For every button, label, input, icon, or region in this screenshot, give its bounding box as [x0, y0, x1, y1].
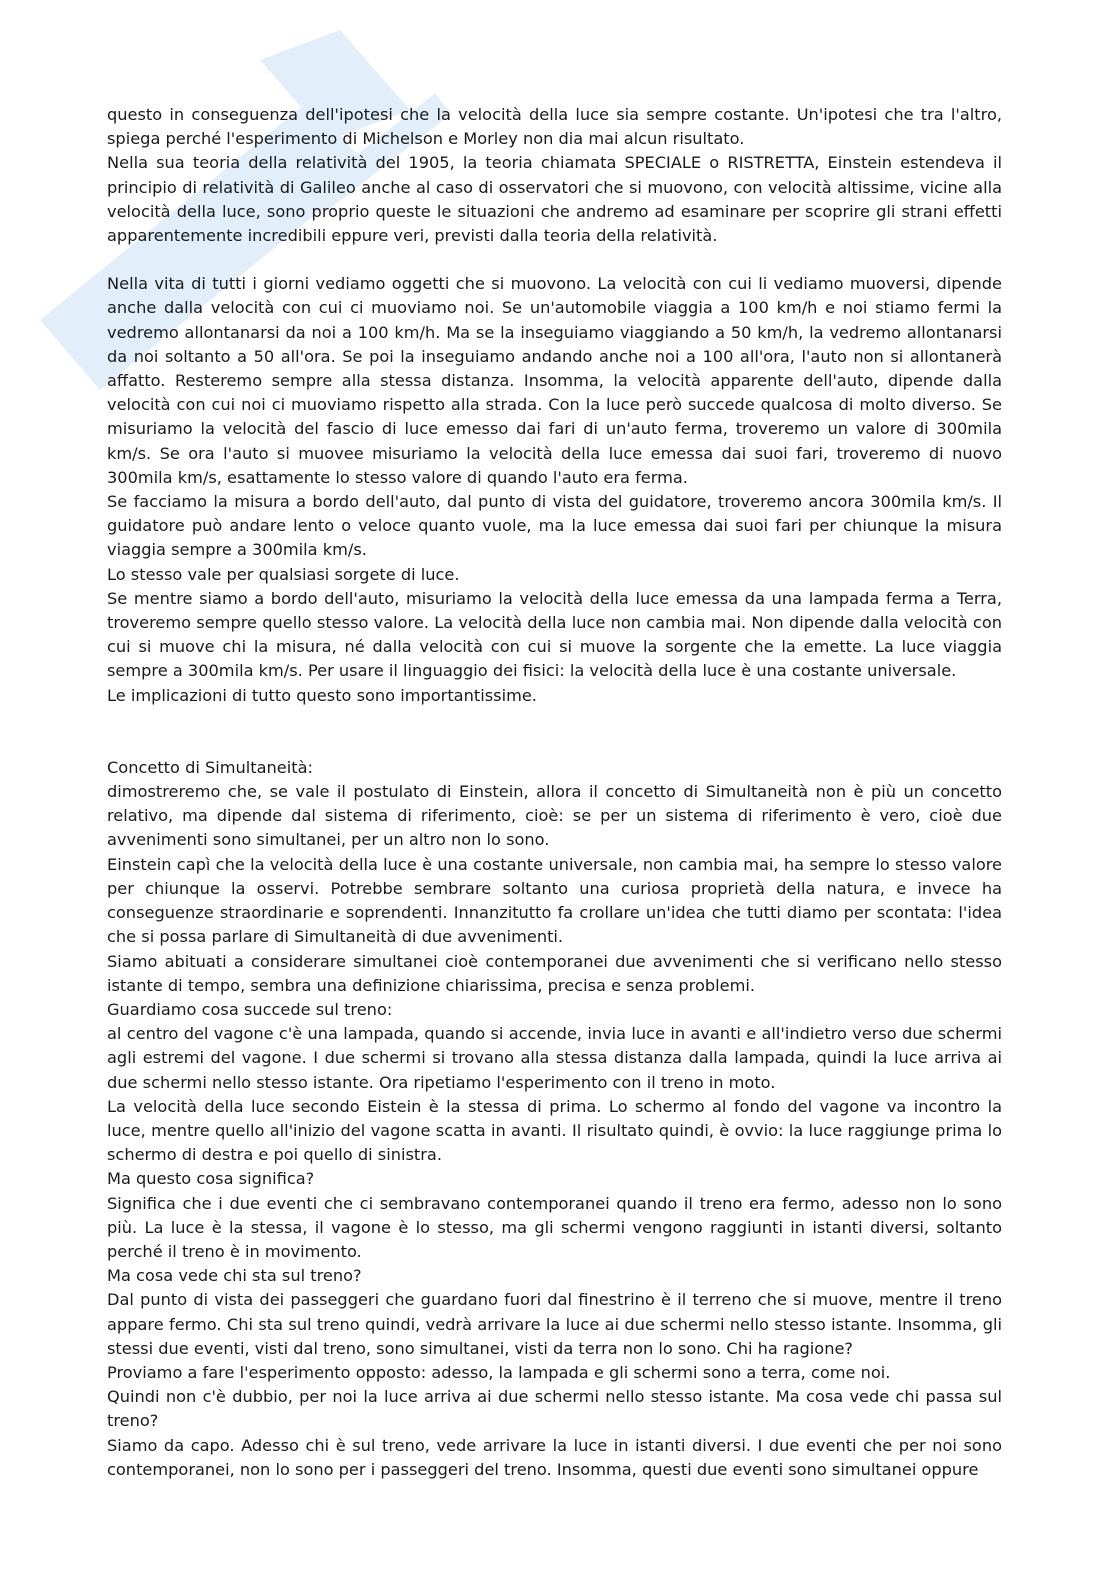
- paragraph: Ma cosa vede chi sta sul treno?: [107, 1266, 362, 1286]
- section-heading: Concetto di Simultaneità:: [107, 757, 313, 777]
- paragraph: Quindi non c'è dubbio, per noi la luce arriva ai due schermi nello stesso istante. Ma cosa vede chi passa sul treno?: [107, 1387, 1002, 1431]
- paragraph: Lo stesso vale per qualsiasi sorgete di luce.: [107, 564, 460, 584]
- paragraph: Nella sua teoria della relatività del 1905, la teoria chiamata SPECIALE o RISTRETTA, Einstein estendeva il principio di relatività di Galileo anche al caso di osservatori che si muovono, con velocità altissime, vicine alla velocità della luce, sono proprio queste le situazioni che andremo ad esaminare per scoprire gli strani effetti apparentemente incredibili eppure veri, previsti dalla teoria della relatività.: [107, 153, 1002, 246]
- paragraph: Se facciamo la misura a bordo dell'auto, dal punto di vista del guidatore, troveremo ancora 300mila km/s. Il guidatore può andare lento o veloce quanto vuole, ma la luce emessa dai suoi fari per chiunque la misura viaggia sempre a 300mila km/s.: [107, 492, 1002, 560]
- paragraph: Ma questo cosa significa?: [107, 1169, 315, 1189]
- paragraph: La velocità della luce secondo Eistein è la stessa di prima. Lo schermo al fondo del vagone va incontro la luce, mentre quello all'inizio del vagone scatta in avanti. Il risultato quindi, è ovvio: la luce raggiunge prima lo schermo di destra e poi quello di sinistra.: [107, 1096, 1002, 1165]
- paragraph: dimostreremo che, se vale il postulato di Einstein, allora il concetto di Simultaneità non è più un concetto relativo, ma dipende dal sistema di riferimento, cioè: se per un sistema di riferimento è vero, cioè due avvenimenti sono simultanei, per un altro non lo sono.: [107, 782, 1002, 850]
- paragraph: Guardiamo cosa succede sul treno:: [107, 999, 393, 1019]
- paragraph: Einstein capì che la velocità della luce è una costante universale, non cambia mai, ha sempre lo stesso valore per chiunque la osservi. Potrebbe sembrare soltanto una curiosa proprietà della natura, e invece ha conseguenze straordinarie e soprendenti. Innanzitutto fa crollare un'idea che tutti diamo per scontata: l'idea che si possa parlare di Simultaneità di due avvenimenti.: [107, 854, 1002, 947]
- paragraph: al centro del vagone c'è una lampada, quando si accende, invia luce in avanti e all'indietro verso due schermi agli estremi del vagone. I due schermi si trovano alla stessa distanza dalla lampada, quindi la luce arriva ai due schermi nello stesso istante. Ora ripetiamo l'esperimento con il treno in moto.: [107, 1024, 1002, 1092]
- document-body: [107, 103, 1002, 1482]
- paragraph: Se mentre siamo a bordo dell'auto, misuriamo la velocità della luce emessa da una lampada ferma a Terra, troveremo sempre quello stesso valore. La velocità della luce non cambia mai. Non dipende dalla velocità con cui si muove chi la misura, né dalla velocità con cui si muove la sorgente che la emette. La luce viaggia sempre a 300mila km/s. Per usare il linguaggio dei fisici: la velocità della luce è una costante universale.: [107, 588, 1002, 681]
- paragraph: Siamo da capo. Adesso chi è sul treno, vede arrivare la luce in istanti diversi. I due eventi che per noi sono contemporanei, non lo sono per i passeggeri del treno. Insomma, questi due eventi sono simultanei oppure: [107, 1435, 1002, 1479]
- paragraph: Nella vita di tutti i giorni vediamo oggetti che si muovono. La velocità con cui li vediamo muoversi, dipende anche dalla velocità con cui ci muoviamo noi. Se un'automobile viaggia a 100 km/h e noi stiamo fermi la vedremo allontanarsi da noi a 100 km/h. Ma se la inseguiamo viaggiando a 50 km/h, la vedremo allontanarsi da noi soltanto a 50 all'ora. Se poi la inseguiamo andando anche noi a 100 all'ora, l'auto non si allontanerà affatto. Resteremo sempre alla stessa distanza. Insomma, la velocità apparente dell'auto, dipende dalla velocità con cui noi ci muoviamo rispetto alla strada. Con la luce però succede qualcosa di molto diverso. Se misuriamo la velocità del fascio di luce emesso dai fari di un'auto ferma, troveremo un valore di 300mila km/s. Se ora l'auto si muovee misuriamo la velocità della luce emessa dai suoi fari, troveremo di nuovo 300mila km/s, esattamente lo stesso valore di quando l'auto era ferma.: [107, 274, 1002, 487]
- paragraph: questo in conseguenza dell'ipotesi che la velocità della luce sia sempre costante. Un'ipotesi che tra l'altro, spiega perché l'esperimento di Michelson e Morley non dia mai alcun risultato.: [107, 105, 1002, 149]
- paragraph: Dal punto di vista dei passeggeri che guardano fuori dal finestrino è il terreno che si muove, mentre il treno appare fermo. Chi sta sul treno quindi, vedrà arrivare la luce ai due schermi nello stesso istante. Insomma, gli stessi due eventi, visti dal treno, sono simultanei, visti da terra non lo sono. Chi ha ragione?: [107, 1290, 1002, 1358]
- paragraph: Le implicazioni di tutto questo sono importantissime.: [107, 685, 537, 705]
- paragraph: Proviamo a fare l'esperimento opposto: adesso, la lampada e gli schermi sono a terra, come noi.: [107, 1362, 891, 1382]
- paragraph: Significa che i due eventi che ci sembravano contemporanei quando il treno era fermo, adesso non lo sono più. La luce è la stessa, il vagone è lo stesso, ma gli schermi vengono raggiunti in istanti diversi, soltanto perché il treno è in movimento.: [107, 1193, 1002, 1261]
- paragraph: Siamo abituati a considerare simultanei cioè contemporanei due avvenimenti che si verificano nello stesso istante di tempo, sembra una definizione chiarissima, precisa e senza problemi.: [107, 951, 1002, 995]
